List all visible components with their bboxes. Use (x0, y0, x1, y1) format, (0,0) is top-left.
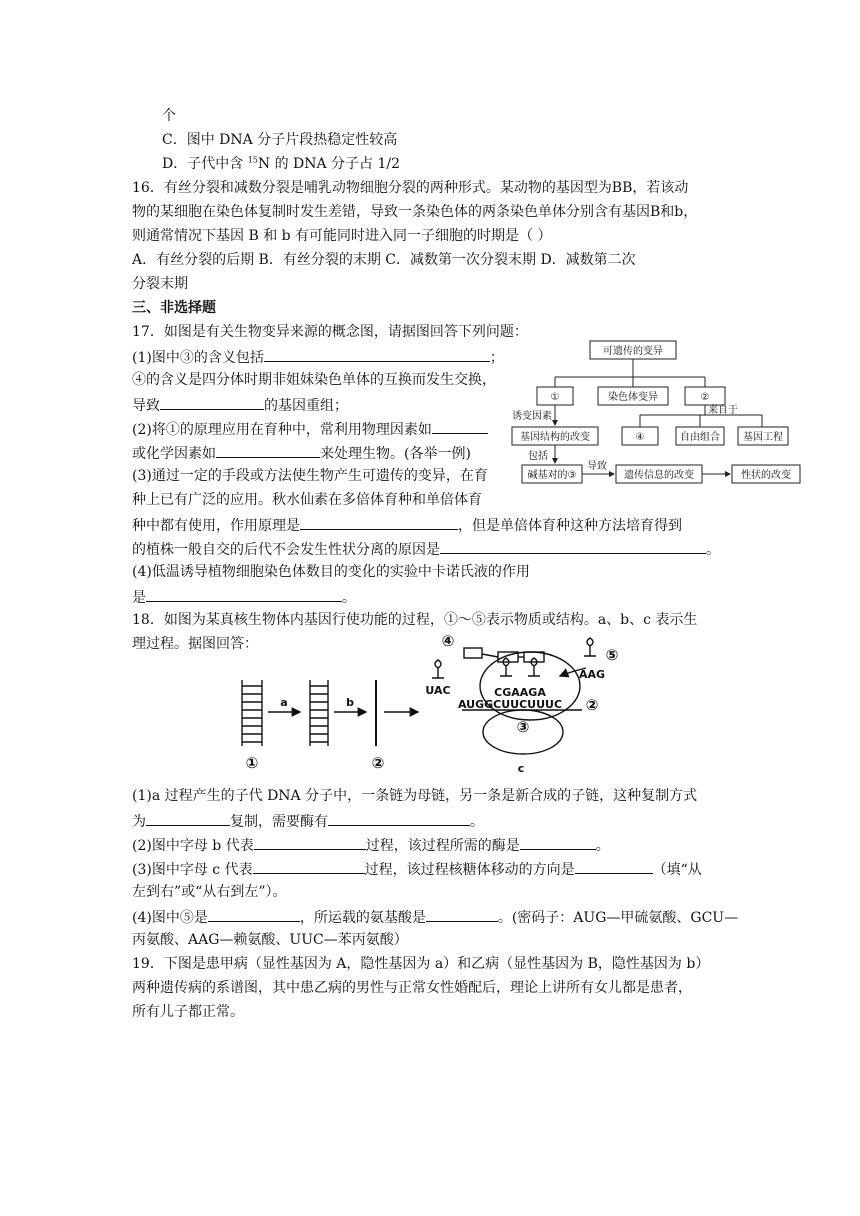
q16-line-3: 则通常情况下基因 B 和 b 有可能同时进入同一子细胞的时期是（ ） (132, 228, 552, 244)
answer-blank[interactable] (208, 906, 300, 922)
label-c: c (517, 762, 525, 775)
q18-line-2: 理过程。据图回答： (132, 636, 258, 652)
q18-part4 (132, 906, 738, 928)
concept-map (500, 335, 810, 495)
semicolon: ； (489, 350, 504, 366)
anticodon-aag: AAG (578, 668, 606, 681)
cm-label-include: 包括 (528, 451, 548, 462)
q16-line-2: 物的某细胞在染色体复制时发生差错，导致一条染色体的两条染色单体分别含有基因B和b， (132, 204, 698, 220)
label-a: a (280, 696, 288, 709)
q17-part3-d-a: 的植株一般自交的后代不会发生性状分离的原因是 (132, 542, 440, 558)
option-d-text-b: N 的 DNA 分子占 1/2 (257, 156, 401, 172)
q18-part2 (132, 834, 610, 856)
q17-part3-d (132, 538, 720, 560)
q18-part1-b-c: 。 (470, 814, 484, 830)
q18-part4-c: 。(密码子：AUG—甲硫氨酸、GCU— (497, 910, 739, 926)
q18-part1-a: (1)a 过程产生的子代 DNA 分子中，一条链为母链，另一条是新合成的子链，这种复制方式 (132, 788, 698, 804)
answer-blank[interactable] (432, 418, 488, 434)
mrna-sequence: AUGGCUUCUUUC (457, 698, 563, 711)
q17-part2-b-b: 来处理生物。(各举一例) (320, 446, 471, 462)
q17-part1-b: ④的含义是四分体时期非姐妹染色单体的互换而发生交换， (132, 372, 496, 388)
q19-line-3: 所有儿子都正常。 (132, 1004, 244, 1020)
q18-part2-b: 过程，该过程所需的酶是 (365, 838, 520, 854)
option-b-tail: 个 (162, 108, 176, 124)
anticodons-bound: CGAAGA (494, 686, 546, 699)
isotope-superscript: 15 (247, 155, 258, 165)
q17-part3-d-b: 。 (706, 542, 720, 558)
q18-part4-a: (4)图中⑤是 (132, 910, 208, 926)
q19-line-1: 19．下图是患甲病（显性基因为 A，隐性基因为 a）和乙病（显性基因为 B，隐性基因为 b） (132, 956, 710, 972)
label-1: ① (245, 754, 259, 772)
cm-free-combination: 自由组合 (680, 432, 720, 443)
cm-trait-change: 性状的改变 (741, 470, 791, 481)
cm-node-1: ① (550, 392, 560, 403)
q17-part3-a: (3)通过一定的手段或方法使生物产生可遗传的变异，在育 (132, 468, 488, 484)
label-b: b (346, 696, 354, 709)
q17-part2-b (132, 442, 471, 464)
q18-part3-a: (3)图中字母 c 代表 (132, 862, 253, 878)
label-mrna-2: ② (585, 696, 599, 714)
cm-node-3: 碱基对的③ (527, 470, 577, 481)
cm-label-induce: 诱变因素 (512, 411, 552, 422)
q17-part3-c-a: 种中都有使用，作用原理是 (132, 518, 300, 534)
q17-part1-c (132, 394, 348, 416)
cm-label-from: 来自于 (708, 405, 738, 416)
cm-gene-structure: 基因结构的改变 (520, 432, 590, 443)
q17-part4-b-b: 。 (342, 590, 356, 606)
q18-part1-b-b: 复制，需要酶有 (230, 814, 328, 830)
option-c: C．图中 DNA 分子片段热稳定性较高 (162, 132, 398, 148)
answer-blank[interactable] (426, 906, 498, 922)
cm-chrom-variation: 染色体变异 (608, 392, 658, 403)
q18-line-1: 18．如图为某真核生物体内基因行使功能的过程，①～⑤表示物质或结构。a、b、c 表示生 (132, 612, 698, 628)
cm-node-2: ② (700, 392, 710, 403)
q18-part1-b-a: 为 (132, 814, 146, 830)
q18-part2-c: 。 (595, 838, 610, 854)
cm-genetic-engineering: 基因工程 (743, 432, 783, 443)
answer-blank[interactable] (328, 810, 470, 826)
cm-root: 可遗传的变异 (603, 346, 663, 357)
anticodon-uac: UAC (425, 684, 451, 697)
cm-label-lead: 导致 (587, 461, 607, 472)
q17-part3-c-b: ，但是单倍体育种这种方法培育得到 (458, 518, 682, 534)
label-3: ③ (516, 718, 530, 736)
answer-blank[interactable] (300, 514, 458, 530)
q17-part1 (132, 346, 504, 368)
q17-part3-c (132, 514, 682, 536)
answer-blank[interactable] (253, 858, 365, 874)
answer-blank[interactable] (146, 586, 342, 602)
answer-blank[interactable] (264, 346, 490, 362)
q18-part3-c: （填“从 (652, 862, 702, 878)
answer-blank[interactable] (520, 834, 596, 850)
q16-options: A．有丝分裂的后期 B．有丝分裂的末期 C．减数第一次分裂末期 D．减数第二次 (132, 252, 636, 268)
answer-blank[interactable] (216, 442, 320, 458)
q17-part2 (132, 418, 488, 440)
q18-part3-b: 过程，该过程核糖体移动的方向是 (364, 862, 575, 878)
q17-part1-c-a: 导致 (132, 398, 160, 414)
q18-part1-b (132, 810, 484, 832)
section-heading: 三、非选择题 (132, 300, 216, 316)
q17-part2-a: (2)将①的原理应用在育种中，常利用物理因素如 (132, 422, 432, 438)
q18-part4-d: 丙氨酸、AAG—赖氨酸、UUC—苯丙氨酸） (132, 932, 408, 948)
q17-part4-a: (4)低温诱导植物细胞染色体数目的变化的实验中卡诺氏液的作用 (132, 564, 530, 580)
answer-blank[interactable] (254, 834, 366, 850)
answer-blank[interactable] (146, 810, 230, 826)
q17-intro: 17．如图是有关生物变异来源的概念图，请据图回答下列问题： (132, 324, 528, 340)
q16-options-cont: 分裂末期 (132, 276, 188, 292)
q17-part2-b-a: 或化学因素如 (132, 446, 216, 462)
q16-line-1: 16．有丝分裂和减数分裂是哺乳动物细胞分裂的两种形式。某动物的基因型为BB，若该动 (132, 180, 689, 196)
q19-line-2: 两种遗传病的系谱图，其中患乙病的男性与正常女性婚配后，理论上讲所有女儿都是患者， (132, 980, 692, 996)
cm-node-4: ④ (635, 432, 645, 443)
gene-expression-figure (230, 628, 620, 778)
q17-part1-c-b: 的基因重组； (264, 398, 348, 414)
q18-part2-a: (2)图中字母 b 代表 (132, 838, 254, 854)
q17-part1-text: (1)图中③的含义包括 (132, 350, 264, 366)
q18-part4-b: ，所运载的氨基酸是 (299, 910, 426, 926)
q18-part3-d: 左到右”或“从右到左”）。 (132, 884, 287, 900)
label-2: ② (371, 754, 385, 772)
cm-info-change: 遗传信息的改变 (624, 470, 694, 481)
q17-part4-b-a: 是 (132, 590, 146, 606)
q18-part3 (132, 858, 702, 880)
label-5: ⑤ (605, 646, 619, 664)
option-d (162, 154, 400, 174)
label-4: ④ (441, 632, 455, 650)
q17-part3-b: 种上已有广泛的应用。秋水仙素在多倍体育种和单倍体育 (132, 492, 482, 508)
answer-blank[interactable] (575, 858, 653, 874)
option-d-text-a: D．子代中含 (162, 156, 248, 172)
answer-blank[interactable] (440, 538, 706, 554)
answer-blank[interactable] (160, 394, 264, 410)
q17-part4-b (132, 586, 356, 608)
